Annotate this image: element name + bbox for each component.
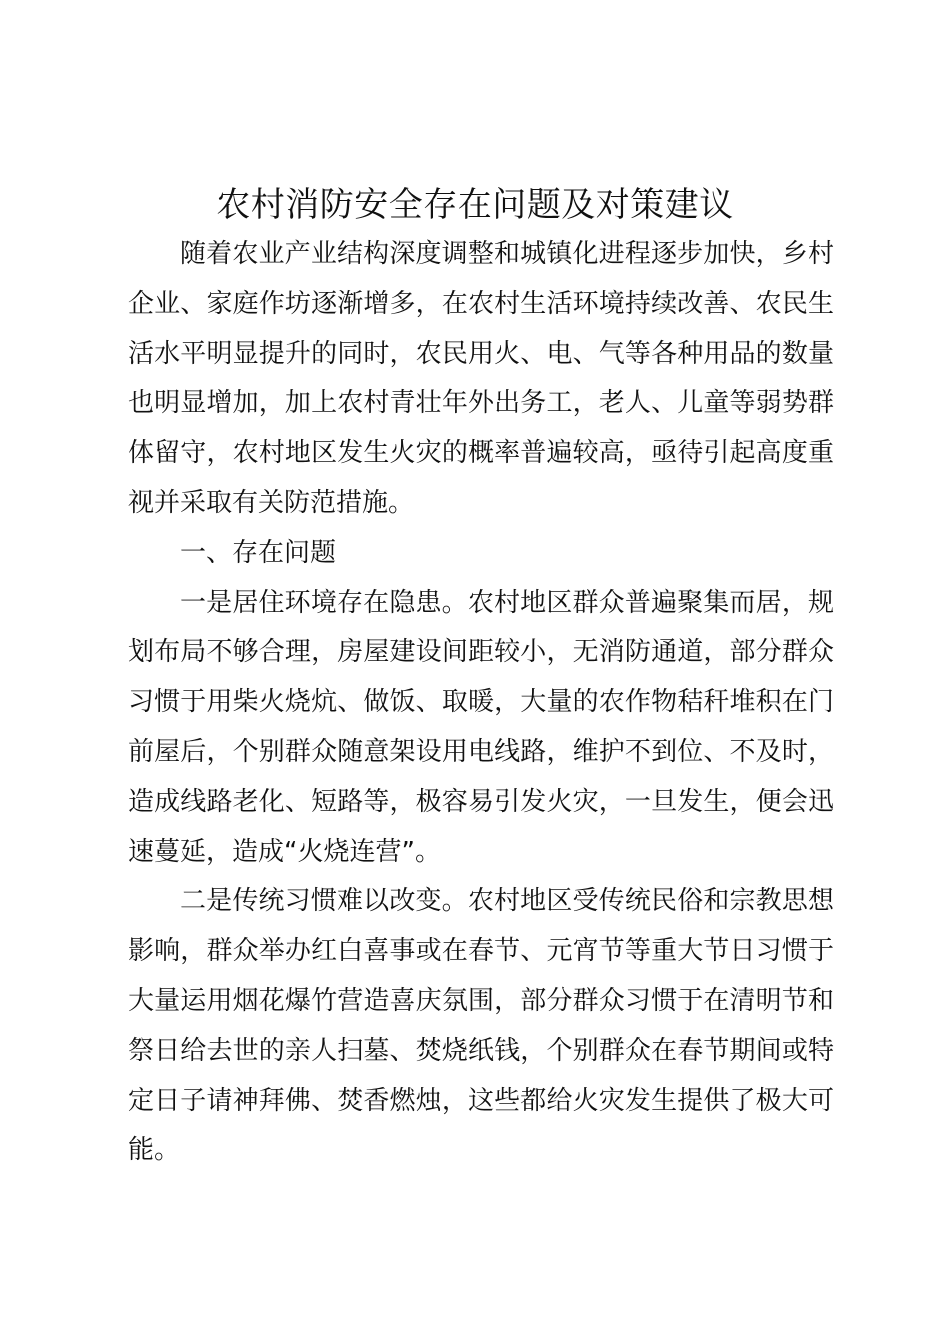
paragraph-intro: 随着农业产业结构深度调整和城镇化进程逐步加快，乡村企业、家庭作坊逐渐增多，在农村生活环境持续改善、农民生活水平明显提升的同时，农民用火、电、气等各种用品的数量也明显增加，加上农村青壮年外出务工，老人、儿童等弱势群体留守，农村地区发生火灾的概率普遍较高，亟待引起高度重视并采取有关防范措施。 xyxy=(128,239,834,518)
paragraph-living-environment: 一是居住环境存在隐患。农村地区群众普遍聚集而居，规划布局不够合理，房屋建设间距较小，无消防通道，部分群众习惯于用柴火烧炕、做饭、取暖，大量的农作物秸秆堆积在门前屋后，个别群众随意架设用电线路，维护不到位、不及时，造成线路老化、短路等，极容易引发火灾，一旦发生，便会迅速蔓延，造成“火烧连营”。 xyxy=(128,587,834,867)
section-heading-problems: 一、存在问题 xyxy=(180,537,337,568)
document-body xyxy=(128,230,834,1176)
document-title: 农村消防安全存在问题及对策建议 xyxy=(216,185,734,225)
paragraph-traditional-habits: 二是传统习惯难以改变。农村地区受传统民俗和宗教思想影响，群众举办红白喜事或在春节、元宵节等重大节日习惯于大量运用烟花爆竹营造喜庆氛围，部分群众习惯于在清明节和祭日给去世的亲人扫墓、焚烧纸钱，个别群众在春节期间或特定日子请神拜佛、焚香燃烛，这些都给火灾发生提供了极大可能。 xyxy=(128,886,834,1166)
